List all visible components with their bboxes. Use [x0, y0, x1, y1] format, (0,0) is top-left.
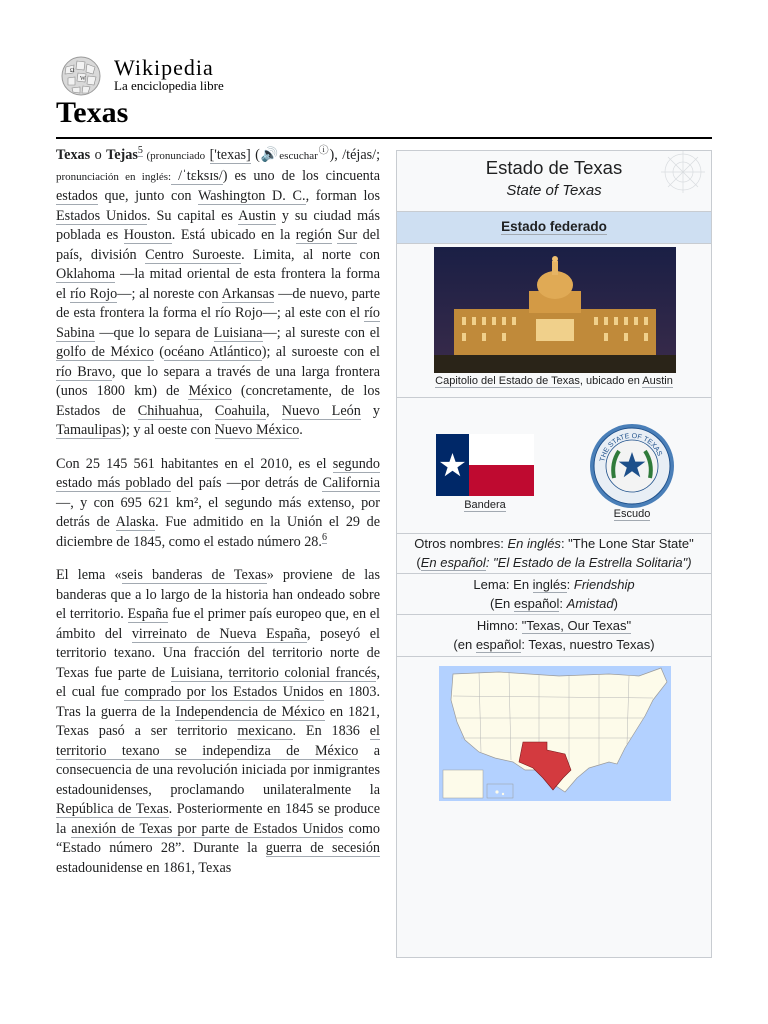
link-nuevo-mexico[interactable]: Nuevo México: [214, 422, 300, 438]
divider: [397, 533, 711, 534]
motto-translation: Amistad: [566, 595, 614, 611]
text: . Posteriormente en 1845 se produce la: [56, 801, 380, 837]
text: . Fue admitido en la Unión el 29 de diciembre de 1845, como el estado número 28.: [56, 514, 380, 550]
text: —, y con 695 621 km², el segundo más extenso, por detrás de: [56, 494, 380, 530]
link-mexico[interactable]: México: [188, 383, 232, 399]
ingles-link[interactable]: inglés: [532, 577, 567, 592]
escudo-link[interactable]: Escudo: [613, 508, 651, 520]
other-names-row: [397, 535, 711, 572]
wikipedia-globe-logo[interactable]: [56, 55, 106, 97]
divider: [397, 614, 711, 615]
text: —; al noreste con: [117, 285, 222, 302]
text: ,: [266, 402, 282, 419]
text: En inglés: [507, 536, 561, 551]
link-anexion[interactable]: anexión de Texas por parte de Estados Unidos: [71, 820, 344, 837]
paragraph-intro: [56, 146, 380, 441]
text: /téjas/;: [337, 147, 381, 163]
divider: [397, 573, 711, 574]
text: . Está ubicado en la: [171, 227, 296, 243]
text: pronunciado: [150, 150, 206, 162]
text: : Texas, nuestro Texas): [521, 636, 655, 652]
link-golfo-de-mexico[interactable]: golfo de México: [56, 344, 154, 360]
svg-text:Ω: Ω: [70, 68, 75, 74]
link-arkansas[interactable]: Arkansas: [221, 285, 275, 302]
link-virreinato[interactable]: virreinato de Nueva España: [131, 625, 307, 642]
link-guerra-secesion[interactable]: guerra de secesión: [265, 840, 381, 856]
text: , ubicado en: [579, 375, 643, 387]
link-oceano-atlantico[interactable]: océano Atlántico: [164, 344, 262, 360]
divider: [397, 656, 711, 657]
text: —; al sureste con el: [262, 324, 380, 341]
infobox-type-row: [397, 211, 711, 244]
text: del país —por detrás de: [171, 475, 323, 491]
text: o: [90, 147, 107, 163]
link-region[interactable]: región: [295, 227, 332, 243]
link-alaska[interactable]: Alaska: [115, 514, 156, 530]
capitol-photo[interactable]: [434, 247, 676, 373]
text: : "El Estado de la Estrella Solitaria"): [485, 554, 692, 570]
link-coahuila[interactable]: Coahuila: [214, 402, 267, 419]
text: como “Estado número 28”. Durante la: [56, 820, 380, 856]
text: (en: [453, 636, 476, 652]
text: ) es uno de los cincuenta: [222, 167, 381, 184]
listen-link[interactable]: escuchar: [279, 150, 318, 162]
motto-value: Friendship: [573, 577, 635, 592]
seal-caption: [589, 508, 675, 520]
espanol-link[interactable]: En español: [420, 554, 486, 570]
bold-term: Tejas: [106, 147, 138, 163]
link-washington[interactable]: Washington D. C.: [197, 188, 306, 204]
link-compra-luisiana[interactable]: comprado por los Estados Unidos: [124, 684, 324, 700]
infobox-subtitle: State of Texas: [506, 182, 602, 199]
text: (: [416, 554, 421, 570]
wordmark[interactable]: Wikipedia: [114, 55, 214, 80]
link-austin[interactable]: Austin: [238, 207, 276, 224]
link-centro-suroeste[interactable]: Centro Suroeste: [145, 246, 242, 263]
reference-link[interactable]: 6: [321, 531, 327, 543]
anthem-link[interactable]: "Texas, Our Texas": [521, 618, 632, 633]
infobox-title: Estado de Texas: [485, 157, 623, 178]
reference-link[interactable]: 5: [137, 145, 143, 157]
link-california[interactable]: California: [322, 475, 380, 491]
bold-term: Texas: [56, 147, 91, 163]
link-seis-banderas[interactable]: seis banderas de Texas: [121, 567, 267, 583]
seal-ring-text: THE STATE OF TEXAS: [599, 432, 663, 463]
link-tamaulipas[interactable]: Tamaulipas: [56, 422, 122, 438]
text: a consecuencia de una revolución iniciada por inmigrantes estadounidenses, proclamando unilateralmente la: [56, 742, 380, 798]
text: que, junto con: [97, 188, 198, 204]
article-body: [56, 146, 380, 892]
text: :: [566, 577, 574, 592]
anthem-row: [397, 617, 711, 654]
link-oklahoma[interactable]: Oklahoma: [56, 266, 116, 282]
site-header: [56, 53, 716, 99]
text: Otros nombres:: [414, 536, 508, 551]
link-houston[interactable]: Houston: [123, 227, 172, 243]
speaker-icon[interactable]: 🔊: [259, 147, 280, 163]
svg-text:W: W: [80, 76, 86, 82]
text: estadounidense en 1861, Texas: [56, 859, 232, 876]
link-luisiana-colonial[interactable]: Luisiana, territorio colonial francés: [170, 664, 377, 681]
text: .: [299, 422, 303, 438]
link-republica-texas[interactable]: República de Texas: [56, 801, 169, 817]
text: (: [153, 344, 165, 360]
austin-link[interactable]: Austin: [642, 375, 673, 387]
text: [205, 147, 209, 163]
text: , forman los: [305, 188, 381, 204]
info-icon[interactable]: ⓘ: [317, 145, 330, 157]
text: (: [142, 150, 151, 162]
us-location-map[interactable]: [439, 666, 671, 801]
text: . Limita, al norte con: [241, 246, 381, 263]
text: Lema: En: [473, 577, 533, 592]
estado-federado-link[interactable]: Estado federado: [501, 219, 607, 234]
text: ); al suroeste con el: [261, 344, 380, 360]
paragraph-history: [56, 566, 380, 878]
link-segundo-estado[interactable]: segundo estado más poblado: [56, 455, 380, 491]
text: y: [360, 402, 381, 419]
text: en 1803. Tras la guerra de la: [56, 684, 380, 720]
infobox-title-block: [397, 151, 711, 211]
text: ): [613, 595, 618, 611]
link-rio-rojo[interactable]: río Rojo: [70, 285, 118, 302]
text: » proviene de las banderas que a lo largo de la historia han ondeado sobre el territorio.: [56, 567, 380, 622]
link-estados-unidos[interactable]: Estados Unidos: [56, 207, 148, 224]
text: ); y al oeste con: [121, 422, 215, 438]
text: del país, división: [56, 227, 381, 263]
photo-caption: [397, 375, 711, 387]
text: —la mitad oriental de esta frontera la forma el: [56, 266, 380, 302]
text: . Su capital es: [147, 207, 239, 224]
divider: [397, 397, 711, 398]
text: —que lo separa de: [94, 324, 214, 341]
text: y su ciudad más poblada es: [56, 207, 380, 243]
text: —de nuevo, parte de esta frontera la forma el río Rojo—; al este con el: [56, 285, 380, 321]
text: El lema «: [56, 567, 122, 583]
text: , que lo separa a través de una larga frontera (unos 1800 km) de: [56, 363, 381, 399]
link-chihuahua[interactable]: Chihuahua: [137, 402, 200, 419]
text: fue el primer país europeo que, en el ámbito del: [56, 606, 380, 642]
espanol-link[interactable]: español: [513, 595, 560, 611]
link-independencia-mexico[interactable]: Independencia de México: [175, 703, 325, 720]
bandera-link[interactable]: Bandera: [464, 499, 506, 511]
motto-row: [397, 576, 711, 613]
capitol-link[interactable]: Capitolio del Estado de Texas: [435, 375, 580, 387]
text: (concretamente, de los Estados de: [56, 383, 380, 419]
infobox: [396, 150, 712, 958]
text: (En: [490, 595, 514, 611]
link-mexicano[interactable]: mexicano: [237, 723, 293, 739]
text: (: [250, 147, 260, 163]
text: , el cual fue: [56, 664, 381, 700]
text: ,: [199, 402, 215, 419]
link-rio-bravo[interactable]: río Bravo: [56, 363, 112, 380]
text: en 1821, Texas pasó a ser territorio: [56, 703, 380, 739]
page-title: Texas: [56, 96, 129, 129]
text: :: [559, 595, 567, 611]
link-nuevo-leon[interactable]: Nuevo León: [281, 402, 361, 419]
link-rio-sabina[interactable]: río Sabina: [56, 305, 380, 341]
link-revolucion-texas[interactable]: el territorio texano se independiza de México: [56, 723, 380, 759]
texas-seal-image[interactable]: [589, 423, 675, 509]
text: : "The Lone Star State": [560, 536, 694, 551]
ipa-link[interactable]: /ˈtɛksɪs/: [171, 167, 223, 184]
text: pronunciación en inglés:: [56, 170, 172, 183]
tagline: La enciclopedia libre: [114, 78, 224, 93]
espanol-link[interactable]: español: [475, 636, 522, 652]
link-luisiana[interactable]: Luisiana: [213, 324, 263, 341]
text: . En 1836: [292, 723, 370, 739]
link-estados[interactable]: estados: [56, 188, 98, 204]
ipa-link[interactable]: ['texas]: [209, 147, 251, 163]
link-sur[interactable]: Sur: [337, 227, 358, 243]
text: Himno:: [476, 618, 522, 633]
flag-caption: [436, 499, 534, 511]
text: Con 25 145 561 habitantes en el 2010, es el: [56, 455, 333, 472]
text: , poseyó el territorio texano. Una fracción del territorio norte de Texas fue parte de: [56, 625, 380, 681]
paragraph-population: [56, 455, 380, 553]
link-espana[interactable]: España: [127, 606, 169, 622]
text: ),: [329, 147, 338, 163]
texas-flag-image[interactable]: [436, 434, 534, 496]
title-underline: [56, 137, 712, 139]
